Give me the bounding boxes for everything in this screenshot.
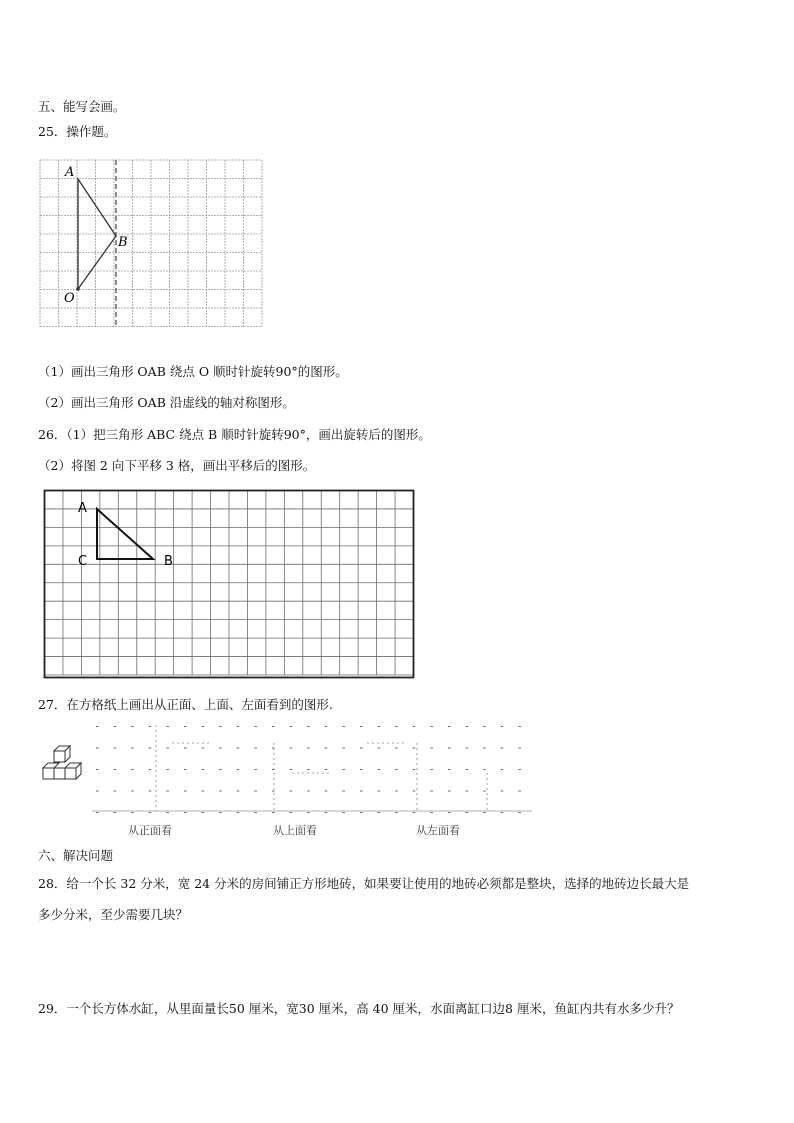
grid-dot [448, 726, 451, 727]
grid-dot [501, 748, 504, 749]
grid-dot [518, 791, 521, 792]
grid-dot [466, 812, 469, 813]
grid-dot [166, 769, 169, 770]
grid-dot [149, 791, 152, 792]
grid-dot [430, 726, 433, 727]
grid-dot [166, 812, 169, 813]
grid-dot [501, 812, 504, 813]
grid-dot [114, 812, 117, 813]
q28-line2: 多少分米，至少需要几块？ [38, 907, 189, 922]
q26-grid-figure [40, 488, 420, 683]
q27-dot-grid [96, 726, 521, 813]
grid-dot [325, 726, 328, 727]
grid-dot [307, 791, 310, 792]
grid-dot [378, 726, 381, 727]
grid-dot [448, 769, 451, 770]
section6-heading: 六、解决问题 [38, 848, 114, 863]
grid-dot [413, 748, 416, 749]
grid-dot [325, 748, 328, 749]
grid-dot [378, 748, 381, 749]
q26-grid [45, 491, 414, 676]
q25-part2: （2）画出三角形 OAB 沿虚线的轴对称图形。 [38, 395, 295, 410]
grid-dot [430, 812, 433, 813]
grid-dot [114, 748, 117, 749]
grid-dot [114, 726, 117, 727]
q26-label-b: B [164, 554, 173, 569]
grid-dot [184, 748, 187, 749]
grid-dot [237, 791, 240, 792]
grid-dot [184, 726, 187, 727]
q27-title: 27．在方格纸上画出从正面、上面、左面看到的图形. [38, 697, 333, 712]
grid-dot [184, 791, 187, 792]
q25-part1: （1）画出三角形 OAB 绕点 O 顺时针旋转90°的图形。 [38, 364, 348, 379]
grid-dot [166, 791, 169, 792]
grid-dot [395, 726, 398, 727]
grid-dot [395, 812, 398, 813]
q25-label-o: O [64, 291, 75, 306]
grid-dot [202, 791, 205, 792]
grid-dot [342, 748, 345, 749]
grid-dot [237, 812, 240, 813]
grid-dot [131, 812, 134, 813]
grid-dot [342, 812, 345, 813]
grid-dot [237, 726, 240, 727]
grid-dot [395, 748, 398, 749]
grid-dot [518, 726, 521, 727]
grid-dot [360, 748, 363, 749]
grid-dot [342, 769, 345, 770]
q27-dot-grid-paper [92, 723, 532, 815]
grid-dot [413, 791, 416, 792]
grid-dot [395, 791, 398, 792]
grid-dot [307, 748, 310, 749]
grid-dot [466, 748, 469, 749]
q26-triangle-abc [97, 509, 153, 559]
grid-dot [219, 748, 222, 749]
q25-grid-figure [38, 158, 268, 348]
q29-text: 29．一个长方体水缸，从里面量长50 厘米，宽30 厘米，高 40 厘米，水面离缸口边8 厘米，鱼缸内共有水多少升？ [38, 1001, 680, 1016]
grid-dot [219, 726, 222, 727]
grid-dot [413, 769, 416, 770]
q27-caption-front: 从正面看 [128, 824, 172, 837]
q26-part1: 26．（1）把三角形 ABC 绕点 B 顺时针旋转90°，画出旋转后的图形。 [38, 427, 431, 442]
grid-dot [466, 769, 469, 770]
grid-dot [272, 726, 275, 727]
grid-dot [272, 791, 275, 792]
q27-caption-left: 从左面看 [416, 824, 460, 837]
q25-label-a: A [65, 165, 75, 180]
grid-dot [131, 726, 134, 727]
grid-dot [466, 726, 469, 727]
grid-dot [430, 748, 433, 749]
grid-dot [131, 769, 134, 770]
grid-dot [219, 812, 222, 813]
grid-dot [290, 748, 293, 749]
grid-dot [202, 726, 205, 727]
grid-dot [237, 748, 240, 749]
q25-title: 25．操作题。 [38, 124, 117, 139]
grid-dot [254, 748, 257, 749]
grid-dot [466, 791, 469, 792]
q25-point-o [76, 287, 80, 291]
grid-dot [202, 748, 205, 749]
grid-dot [290, 726, 293, 727]
grid-dot [360, 769, 363, 770]
grid-dot [518, 769, 521, 770]
q25-label-b: B [118, 235, 128, 250]
grid-dot [237, 769, 240, 770]
grid-dot [342, 726, 345, 727]
grid-dot [342, 791, 345, 792]
grid-dot [254, 726, 257, 727]
grid-dot [483, 769, 486, 770]
grid-dot [166, 748, 169, 749]
grid-dot [254, 812, 257, 813]
grid-dot [290, 769, 293, 770]
grid-dot [131, 791, 134, 792]
grid-dot [413, 812, 416, 813]
grid-dot [360, 791, 363, 792]
grid-dot [307, 769, 310, 770]
grid-dot [448, 812, 451, 813]
grid-dot [518, 812, 521, 813]
grid-dot [378, 769, 381, 770]
grid-dot [219, 769, 222, 770]
grid-dot [202, 812, 205, 813]
grid-dot [184, 769, 187, 770]
grid-dot [254, 769, 257, 770]
grid-dot [413, 726, 416, 727]
grid-dot [254, 791, 257, 792]
grid-dot [96, 748, 99, 749]
grid-dot [483, 812, 486, 813]
section5-heading: 五、能写会画。 [38, 99, 126, 114]
grid-dot [501, 791, 504, 792]
q26-label-a: A [78, 501, 87, 516]
grid-dot [184, 812, 187, 813]
grid-dot [501, 769, 504, 770]
grid-dot [325, 791, 328, 792]
grid-dot [290, 791, 293, 792]
grid-dot [448, 748, 451, 749]
grid-dot [96, 726, 99, 727]
grid-dot [325, 769, 328, 770]
grid-dot [430, 791, 433, 792]
grid-dot [114, 769, 117, 770]
q27-caption-top: 从上面看 [273, 824, 317, 837]
grid-dot [307, 812, 310, 813]
grid-dot [483, 791, 486, 792]
grid-dot [202, 769, 205, 770]
grid-dot [483, 748, 486, 749]
grid-dot [378, 812, 381, 813]
grid-dot [448, 791, 451, 792]
grid-dot [166, 726, 169, 727]
grid-dot [395, 769, 398, 770]
grid-dot [378, 791, 381, 792]
grid-dot [518, 748, 521, 749]
grid-dot [149, 812, 152, 813]
grid-dot [96, 812, 99, 813]
grid-dot [430, 769, 433, 770]
grid-dot [290, 812, 293, 813]
grid-dot [360, 812, 363, 813]
grid-dot [219, 791, 222, 792]
grid-dot [149, 769, 152, 770]
q26-part2: （2）将图 2 向下平移 3 格，画出平移后的图形。 [38, 458, 316, 473]
q27-cube-stack-figure [40, 745, 92, 787]
q28-line1: 28．给一个长 32 分米，宽 24 分米的房间铺正方形地砖，如果要让使用的地砖必须都是整块，选择的地砖边长最大是 [38, 876, 690, 891]
q26-label-c: C [78, 554, 88, 569]
grid-dot [483, 726, 486, 727]
grid-dot [131, 748, 134, 749]
grid-dot [360, 726, 363, 727]
grid-dot [114, 791, 117, 792]
grid-dot [325, 812, 328, 813]
grid-dot [96, 791, 99, 792]
grid-dot [307, 726, 310, 727]
grid-dot [149, 748, 152, 749]
grid-dot [501, 726, 504, 727]
grid-dot [272, 812, 275, 813]
grid-dot [149, 726, 152, 727]
grid-dot [96, 769, 99, 770]
